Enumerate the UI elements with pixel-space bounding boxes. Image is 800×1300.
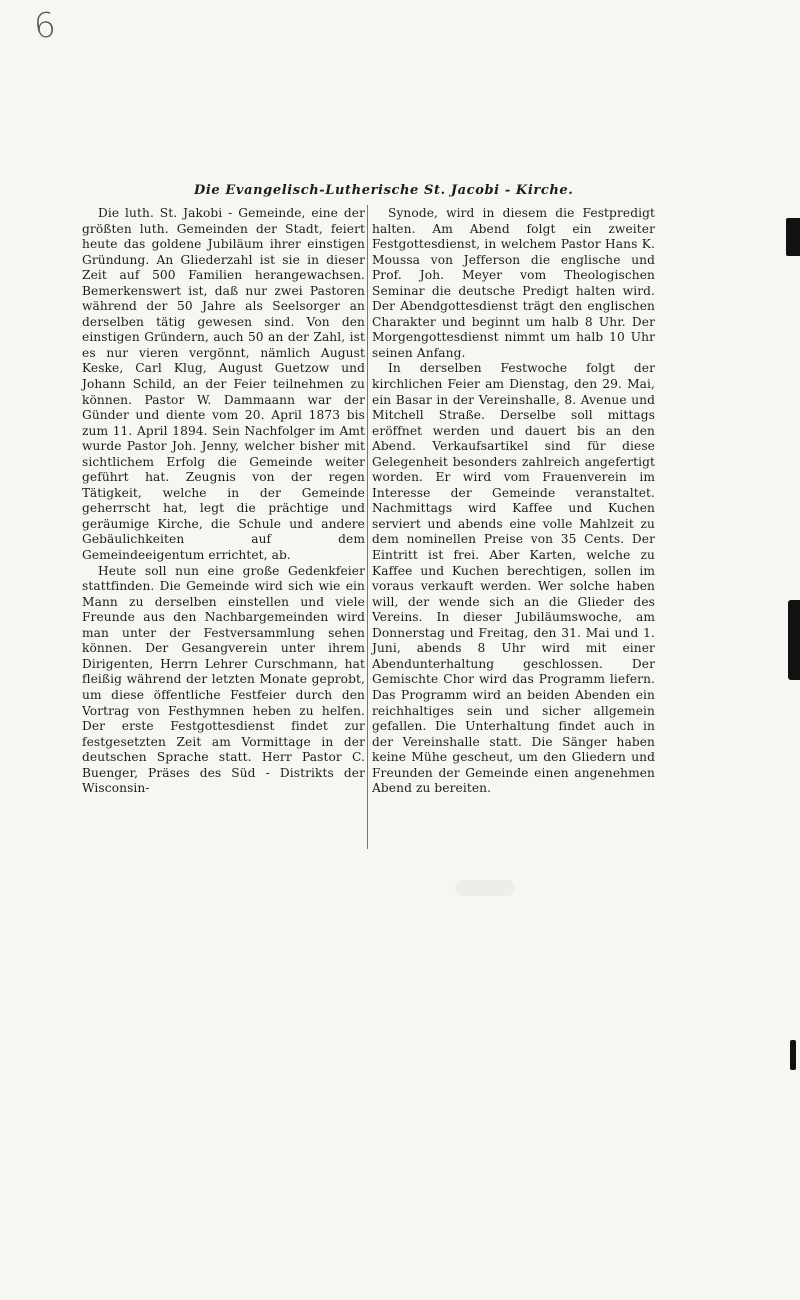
right-paragraph-1: Synode, wird in diesem die Festpredigt halten. Am Abend folgt ein zweiter Festgottesdienst, in welchem Pastor Hans K. Moussa von Jefferson die englische und Prof. Joh. Meyer vom Theologischen Seminar die deutsche Predigt halten wird. Der Abendgottesdienst trägt den englischen Charakter und beginnt um halb 8 Uhr. Der Morgengottesdienst nimmt um halb 10 Uhr seinen Anfang. [372, 206, 655, 360]
scan-smudge [455, 880, 515, 896]
page-number: 6 [31, 4, 58, 48]
left-paragraph-2: Heute soll nun eine große Gedenkfeier stattfinden. Die Gemeinde wird sich wie ein Mann zu derselben einstellen und viele Freunde aus den Nachbargemeinden wird man unter der Festversammlung sehen können. Der Gesangverein unter ihrem Dirigenten, Herrn Lehrer Curschmann, hat fleißig während der letzten Monate geprobt, um diese öffentliche Festfeier durch den Vortrag von Festhymnen heben zu helfen. Der erste Festgottesdienst findet zur festgesetzten Zeit am Vormittage in der deutschen Sprache statt. Herr Pastor C. Buenger, Präses des Süd - Distrikts der Wisconsin- [82, 563, 365, 796]
left-column [82, 206, 365, 797]
article-headline: Die Evangelisch-Lutherische St. Jacobi - Kirche. [194, 183, 574, 198]
right-column [372, 206, 655, 797]
scan-edge-mark [786, 218, 800, 256]
scan-edge-mark [788, 600, 800, 680]
right-paragraph-2: In derselben Festwoche folgt der kirchlichen Feier am Dienstag, den 29. Mai, ein Basar in der Vereinshalle, 8. Avenue und Mitchell Straße. Derselbe soll mittags eröffnet werden und dauert bis an den Abend. Verkaufsartikel sind für diese Gelegenheit besonders zahlreich angefertigt worden. Er wird vom Frauenverein im Interesse der Gemeinde veranstaltet. Nachmittags wird Kaffee und Kuchen serviert und abends eine volle Mahlzeit zu dem nominellen Preise von 35 Cents. Der Eintritt ist frei. Aber Karten, welche zu Kaffee und Kuchen berechtigen, sollen im voraus verkauft werden. Wer solche haben will, der wende sich an die Glieder des Vereins. In dieser Jubiläumswoche, am Donnerstag und Freitag, den 31. Mai und 1. Juni, abends 8 Uhr wird mit einer Abendunterhaltung geschlossen. Der Gemischte Chor wird das Programm liefern. Das Programm wird an beiden Abenden ein reichhaltiges sein und sicher allgemein gefallen. Die Unterhaltung findet auch in der Vereinshalle statt. Die Sänger haben keine Mühe gescheut, um den Gliedern und Freunden der Gemeinde einen angenehmen Abend zu bereiten. [372, 361, 655, 796]
newspaper-clipping [82, 183, 654, 853]
column-divider [367, 205, 368, 849]
scan-edge-mark [790, 1040, 796, 1070]
left-paragraph-1: Die luth. St. Jakobi - Gemeinde, eine der größten luth. Gemeinden der Stadt, feiert heute das goldene Jubiläum ihrer einstigen Gründung. An Gliederzahl ist sie in dieser Zeit auf 500 Familien herangewachsen. Bemerkenswert ist, daß nur zwei Pastoren während der 50 Jahre als Seelsorger an derselben tätig gewesen sind. Von den einstigen Gründern, auch 50 an der Zahl, ist es nur vieren vergönnt, nämlich August Keske, Carl Klug, August Guetzow und Johann Schild, an der Feier teilnehmen zu können. Pastor W. Dammaann war der Günder und diente vom 20. April 1873 bis zum 11. April 1894. Sein Nachfolger im Amt wurde Pastor Joh. Jenny, welcher bisher mit sichtlichem Erfolg die Gemeinde weiter geführt hat. Zeugnis von der regen Tätigkeit, welche in der Gemeinde geherrscht hat, legt die prächtige und geräumige Kirche, die Schule und andere Gebäulichkeiten auf dem Gemeindeeigentum errichtet, ab. [82, 206, 365, 563]
